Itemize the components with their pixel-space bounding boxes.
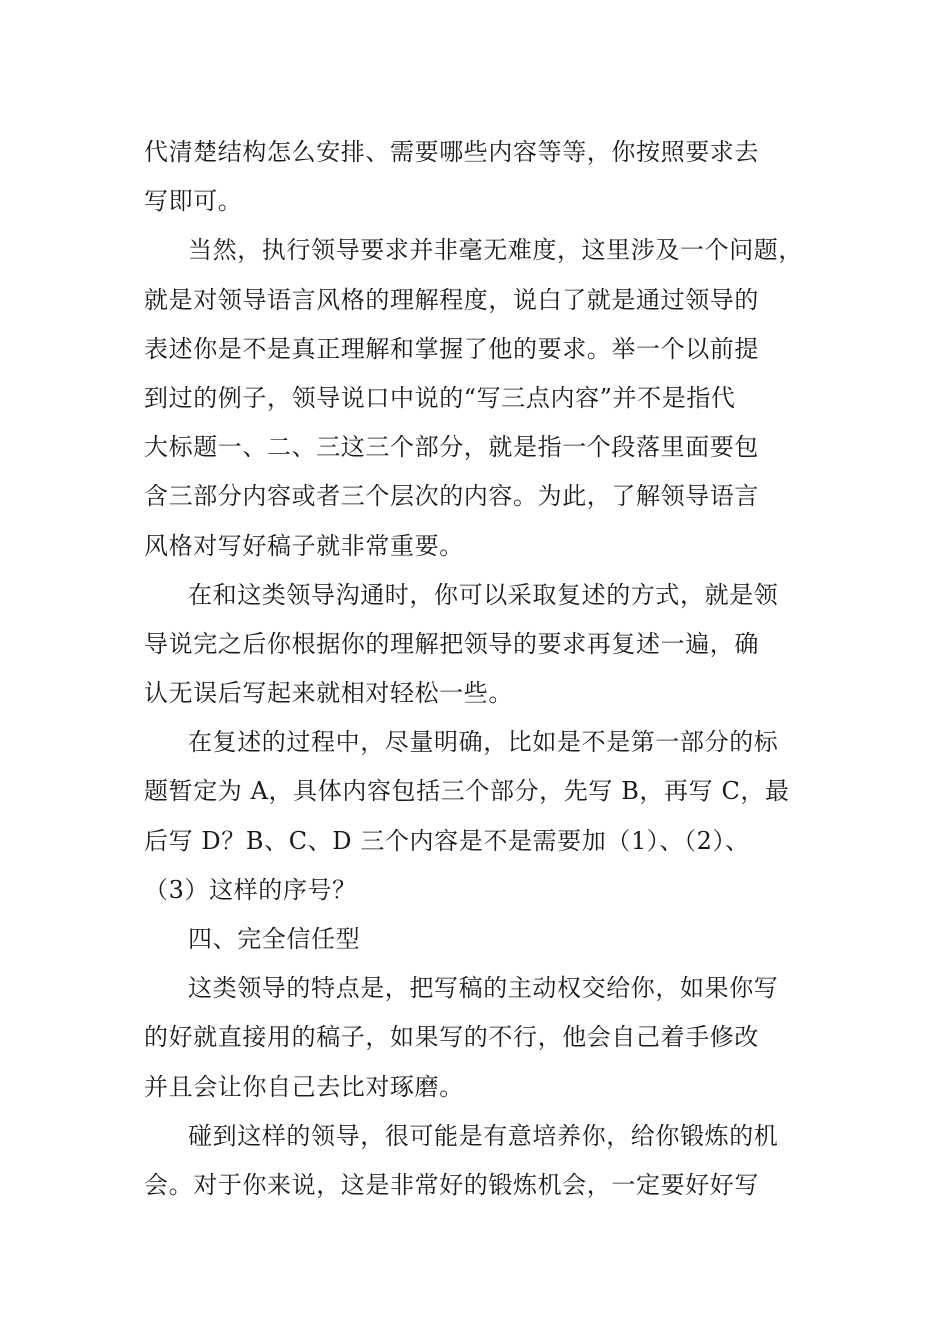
document-body <box>144 128 824 1210</box>
text-line: （3）这样的序号？ <box>144 875 357 904</box>
text-line: 就是对领导语言风格的理解程度，说白了就是通过领导的 <box>144 285 759 314</box>
text-line: 的好就直接用的稿子，如果写的不行，他会自己着手修改 <box>144 1023 759 1052</box>
text-line: 认无误后写起来就相对轻松一些。 <box>144 679 513 708</box>
text-line: 表述你是不是真正理解和掌握了他的要求。举一个以前提 <box>144 334 759 363</box>
text-line: 到过的例子，领导说口中说的“写三点内容”并不是指代 <box>144 383 736 412</box>
text-line: 后写 D？B、C、D 三个内容是不是需要加（1）、（2）、 <box>144 826 750 855</box>
text-line: 大标题一、二、三这三个部分，就是指一个段落里面要包 <box>144 433 759 462</box>
text-line: 在和这类领导沟通时，你可以采取复述的方式，就是领 <box>188 580 779 609</box>
text-line: 这类领导的特点是，把写稿的主动权交给你，如果你写 <box>188 974 779 1003</box>
text-line: 导说完之后你根据你的理解把领导的要求再复述一遍，确 <box>144 629 759 658</box>
text-line: 风格对写好稿子就非常重要。 <box>144 531 464 560</box>
text-line: 题暂定为 A，具体内容包括三个部分，先写 B，再写 C，最 <box>144 777 790 806</box>
text-line: 当然，执行领导要求并非毫无难度，这里涉及一个问题， <box>188 236 803 265</box>
text-line: 代清楚结构怎么安排、需要哪些内容等等，你按照要求去 <box>144 138 759 166</box>
text-line: 会。对于你来说，这是非常好的锻炼机会，一定要好好写 <box>144 1170 759 1199</box>
text-line: 在复述的过程中，尽量明确，比如是不是第一部分的标 <box>188 728 779 757</box>
text-line: 并且会让你自己去比对琢磨。 <box>144 1072 464 1101</box>
text-line: 含三部分内容或者三个层次的内容。为此，了解领导语言 <box>144 482 759 511</box>
section-heading: 四、完全信任型 <box>188 925 361 953</box>
text-line: 写即可。 <box>144 187 243 216</box>
text-line: 碰到这样的领导，很可能是有意培养你，给你锻炼的机 <box>188 1121 779 1150</box>
